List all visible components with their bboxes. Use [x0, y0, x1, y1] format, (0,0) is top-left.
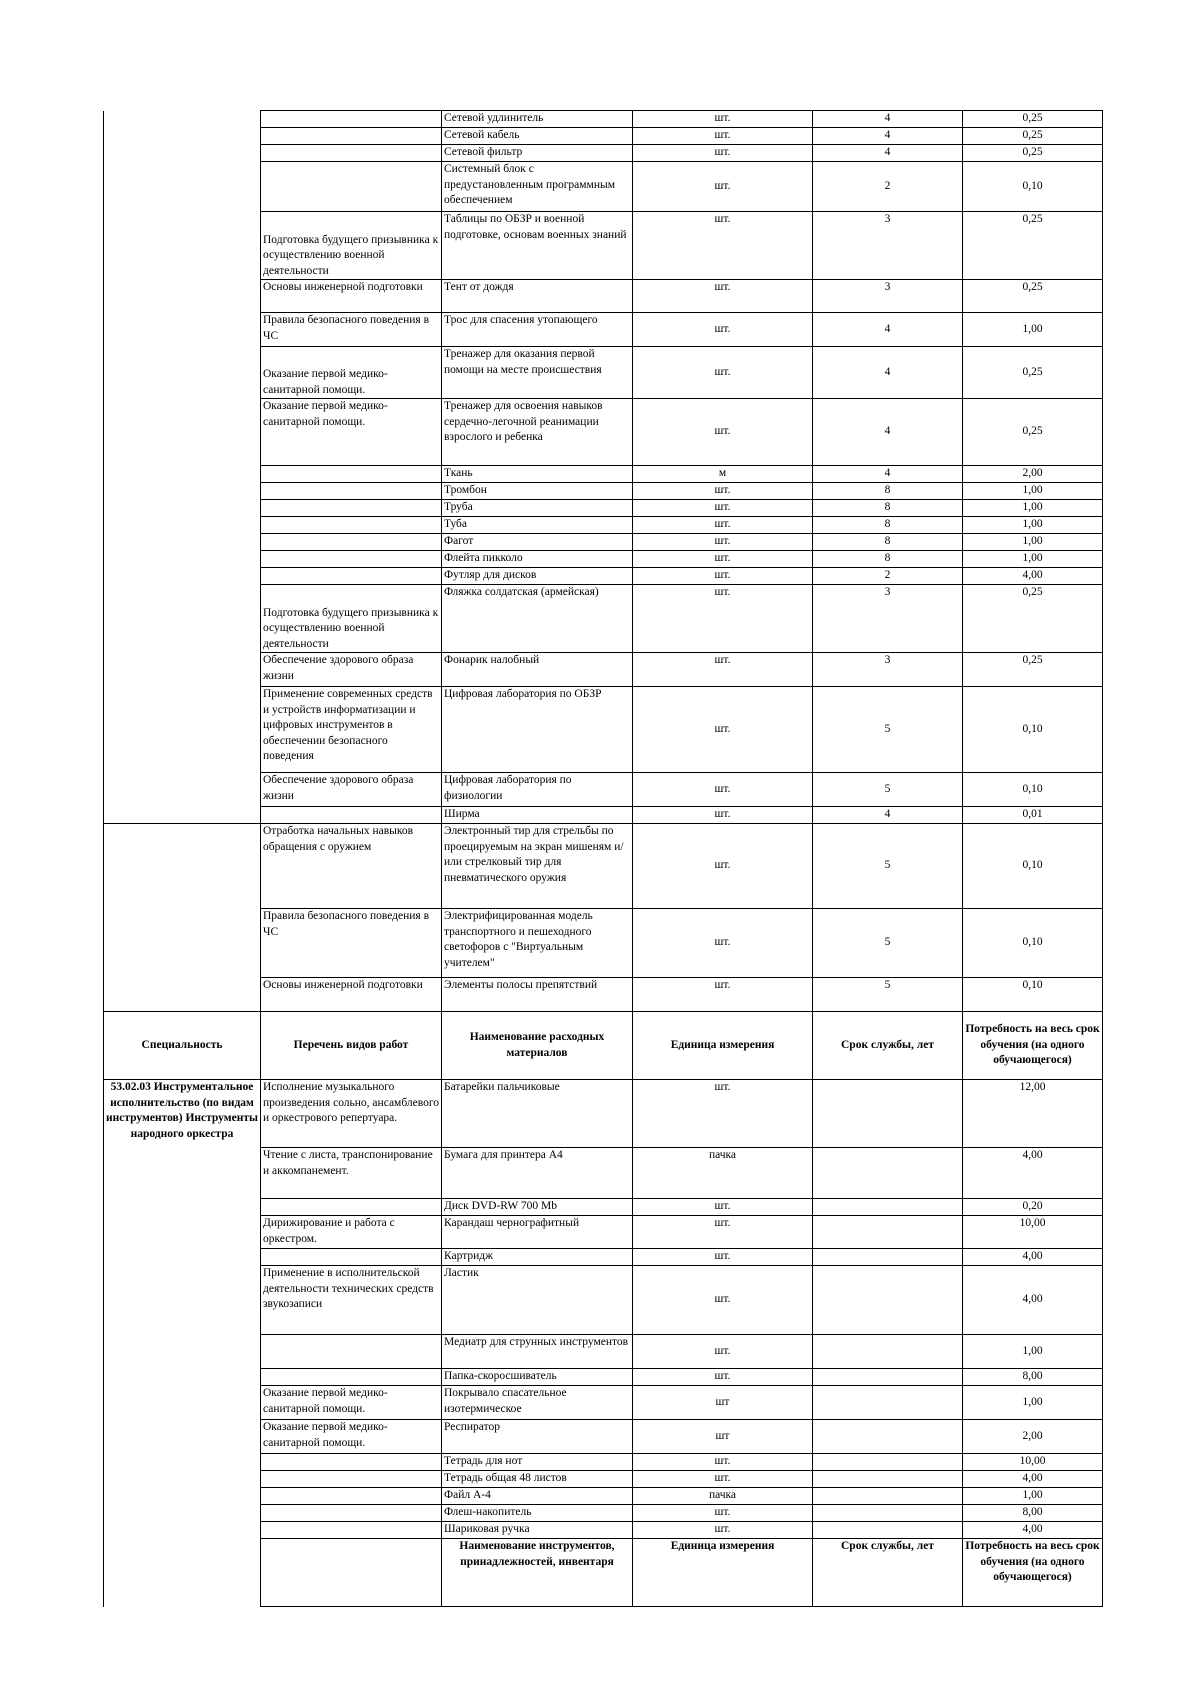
table-row	[104, 483, 1103, 500]
work-type-cell	[261, 162, 442, 212]
need-cell: 2,00	[963, 466, 1103, 483]
table-row	[104, 534, 1103, 551]
item-name-cell: Фляжка солдатская (армейская)	[442, 585, 633, 653]
need-cell: 0,25	[963, 212, 1103, 280]
unit-cell: м	[633, 466, 813, 483]
table-row	[104, 212, 1103, 280]
specialty-cell	[104, 653, 261, 687]
unit-cell: шт.	[633, 1080, 813, 1148]
unit-cell: шт.	[633, 568, 813, 585]
unit-cell: шт	[633, 1420, 813, 1454]
life-cell: 5	[813, 978, 963, 1012]
unit-cell: шт.	[633, 687, 813, 773]
header-row	[104, 1012, 1103, 1080]
work-type-cell	[261, 807, 442, 824]
need-cell: 1,00	[963, 500, 1103, 517]
header-need: Потребность на весь срок обучения (на одного обучающегося)	[963, 1012, 1103, 1080]
item-name-cell: Карандаш чернографитный	[442, 1216, 633, 1249]
life-cell	[813, 1369, 963, 1386]
unit-cell: пачка	[633, 1148, 813, 1199]
item-name-cell: Футляр для дисков	[442, 568, 633, 585]
item-name-cell: Ластик	[442, 1266, 633, 1335]
life-cell	[813, 1266, 963, 1335]
tools-header-unit: Единица измерения	[633, 1539, 813, 1607]
item-name-cell: Тренажер для освоения навыков сердечно-легочной реанимации взрослого и ребенка	[442, 399, 633, 466]
need-cell: 0,25	[963, 585, 1103, 653]
unit-cell: шт.	[633, 1454, 813, 1471]
work-type-cell	[261, 483, 442, 500]
need-cell: 1,00	[963, 534, 1103, 551]
specialty-cell	[104, 313, 261, 347]
table-row	[104, 978, 1103, 1012]
item-name-cell: Цифровая лаборатория по физиологии	[442, 773, 633, 807]
work-type-cell	[261, 1488, 442, 1505]
table-body	[104, 111, 1103, 1607]
unit-cell: шт.	[633, 534, 813, 551]
specialty-name: 53.02.03 Инструментальное исполнительство (по видам инструментов) Инструменты народного оркестра	[104, 1080, 261, 1607]
work-type-cell: Подготовка будущего призывника к осуществлению военной деятельности	[261, 585, 442, 653]
specialty-cell	[104, 824, 261, 909]
table-row	[104, 1080, 1103, 1148]
need-cell: 0,10	[963, 773, 1103, 807]
table-row	[104, 347, 1103, 399]
item-name-cell: Тренажер для оказания первой помощи на месте происшествия	[442, 347, 633, 399]
need-cell: 0,25	[963, 653, 1103, 687]
need-cell: 0,25	[963, 280, 1103, 313]
life-cell: 4	[813, 128, 963, 145]
table-row	[104, 466, 1103, 483]
work-type-cell	[261, 1522, 442, 1539]
item-name-cell: Тромбон	[442, 483, 633, 500]
need-cell: 0,25	[963, 347, 1103, 399]
unit-cell: шт.	[633, 1505, 813, 1522]
item-name-cell: Электронный тир для стрельбы по проецируемым на экран мишеням и/или стрелковый тир для пневматического оружия	[442, 824, 633, 909]
life-cell: 3	[813, 280, 963, 313]
unit-cell: шт.	[633, 1199, 813, 1216]
need-cell: 1,00	[963, 1335, 1103, 1369]
life-cell: 5	[813, 824, 963, 909]
unit-cell: шт.	[633, 824, 813, 909]
need-cell: 4,00	[963, 1266, 1103, 1335]
specialty-cell	[104, 483, 261, 500]
life-cell	[813, 1148, 963, 1199]
item-name-cell: Фагот	[442, 534, 633, 551]
item-name-cell: Тент от дождя	[442, 280, 633, 313]
unit-cell: шт.	[633, 313, 813, 347]
unit-cell: пачка	[633, 1488, 813, 1505]
work-type-cell	[261, 1454, 442, 1471]
work-type-cell	[261, 128, 442, 145]
specialty-cell	[104, 347, 261, 399]
work-type-cell: Оказание первой медико-санитарной помощи.	[261, 1420, 442, 1454]
life-cell	[813, 1199, 963, 1216]
life-cell: 3	[813, 653, 963, 687]
life-cell	[813, 1216, 963, 1249]
item-name-cell: Таблицы по ОБЗР и военной подготовке, основам военных знаний	[442, 212, 633, 280]
work-type-cell: Применение современных средств и устройств информатизации и цифровых инструментов в обеспечении безопасного поведения	[261, 687, 442, 773]
work-type-cell	[261, 1505, 442, 1522]
work-type-cell	[261, 1471, 442, 1488]
item-name-cell: Папка-скоросшиватель	[442, 1369, 633, 1386]
table-row	[104, 399, 1103, 466]
item-name-cell: Файл А-4	[442, 1488, 633, 1505]
unit-cell: шт.	[633, 978, 813, 1012]
need-cell: 8,00	[963, 1505, 1103, 1522]
specialty-cell	[104, 128, 261, 145]
unit-cell: шт.	[633, 1249, 813, 1266]
unit-cell: шт.	[633, 347, 813, 399]
item-name-cell: Элементы полосы препятствий	[442, 978, 633, 1012]
table-row	[104, 687, 1103, 773]
need-cell: 0,10	[963, 824, 1103, 909]
need-cell: 12,00	[963, 1080, 1103, 1148]
item-name-cell: Фонарик налобный	[442, 653, 633, 687]
specialty-cell	[104, 145, 261, 162]
need-cell: 1,00	[963, 1488, 1103, 1505]
work-type-cell: Подготовка будущего призывника к осуществлению военной деятельности	[261, 212, 442, 280]
specialty-cell	[104, 280, 261, 313]
life-cell	[813, 1249, 963, 1266]
table-row	[104, 111, 1103, 128]
unit-cell: шт.	[633, 1522, 813, 1539]
item-name-cell: Сетевой кабель	[442, 128, 633, 145]
work-type-cell: Обеспечение здорового образа жизни	[261, 653, 442, 687]
work-type-cell	[261, 1539, 442, 1607]
specialty-cell	[104, 162, 261, 212]
life-cell: 4	[813, 347, 963, 399]
work-type-cell: Применение в исполнительской деятельности технических средств звукозаписи	[261, 1266, 442, 1335]
tools-header-item: Наименование инструментов, принадлежностей, инвентаря	[442, 1539, 633, 1607]
life-cell	[813, 1335, 963, 1369]
specialty-cell	[104, 807, 261, 824]
header-life: Срок службы, лет	[813, 1012, 963, 1080]
life-cell	[813, 1454, 963, 1471]
item-name-cell: Трос для спасения утопающего	[442, 313, 633, 347]
life-cell: 8	[813, 483, 963, 500]
life-cell: 8	[813, 500, 963, 517]
need-cell: 0,25	[963, 128, 1103, 145]
item-name-cell: Флейта пикколо	[442, 551, 633, 568]
work-type-cell: Основы инженерной подготовки	[261, 280, 442, 313]
need-cell: 1,00	[963, 483, 1103, 500]
work-type-cell: Основы инженерной подготовки	[261, 978, 442, 1012]
need-cell: 0,25	[963, 111, 1103, 128]
table-row	[104, 145, 1103, 162]
life-cell	[813, 1488, 963, 1505]
item-name-cell: Покрывало спасательное изотермическое	[442, 1386, 633, 1420]
item-name-cell: Цифровая лаборатория по ОБЗР	[442, 687, 633, 773]
tools-header-life: Срок службы, лет	[813, 1539, 963, 1607]
work-type-cell: Дирижирование и работа с оркестром.	[261, 1216, 442, 1249]
table-row	[104, 824, 1103, 909]
item-name-cell: Флеш-накопитель	[442, 1505, 633, 1522]
header-work: Перечень видов работ	[261, 1012, 442, 1080]
work-type-cell: Оказание первой медико-санитарной помощи.	[261, 399, 442, 466]
need-cell: 1,00	[963, 1386, 1103, 1420]
table-row	[104, 773, 1103, 807]
unit-cell: шт.	[633, 399, 813, 466]
table-row	[104, 517, 1103, 534]
specialty-cell	[104, 568, 261, 585]
specialty-cell	[104, 978, 261, 1012]
equipment-table	[103, 110, 1103, 1607]
need-cell: 0,25	[963, 399, 1103, 466]
life-cell	[813, 1080, 963, 1148]
life-cell	[813, 1522, 963, 1539]
item-name-cell: Респиратор	[442, 1420, 633, 1454]
life-cell: 4	[813, 807, 963, 824]
unit-cell: шт.	[633, 500, 813, 517]
unit-cell: шт.	[633, 653, 813, 687]
item-name-cell: Тетрадь общая 48 листов	[442, 1471, 633, 1488]
need-cell: 4,00	[963, 1148, 1103, 1199]
work-type-cell: Правила безопасного поведения в ЧС	[261, 313, 442, 347]
specialty-cell	[104, 687, 261, 773]
item-name-cell: Картридж	[442, 1249, 633, 1266]
table-row	[104, 585, 1103, 653]
item-name-cell: Бумага для принтера А4	[442, 1148, 633, 1199]
specialty-cell	[104, 909, 261, 978]
unit-cell: шт.	[633, 483, 813, 500]
need-cell: 1,00	[963, 551, 1103, 568]
unit-cell: шт.	[633, 128, 813, 145]
life-cell: 4	[813, 466, 963, 483]
life-cell: 2	[813, 568, 963, 585]
life-cell: 4	[813, 145, 963, 162]
need-cell: 4,00	[963, 1249, 1103, 1266]
unit-cell: шт.	[633, 1369, 813, 1386]
item-name-cell: Ткань	[442, 466, 633, 483]
need-cell: 0,10	[963, 978, 1103, 1012]
specialty-cell	[104, 551, 261, 568]
unit-cell: шт.	[633, 162, 813, 212]
work-type-cell	[261, 111, 442, 128]
unit-cell: шт	[633, 1386, 813, 1420]
item-name-cell: Электрифицированная модель транспортного и пешеходного светофоров с "Виртуальным учителем"	[442, 909, 633, 978]
item-name-cell: Сетевой удлинитель	[442, 111, 633, 128]
specialty-cell	[104, 111, 261, 128]
unit-cell: шт.	[633, 585, 813, 653]
specialty-cell	[104, 500, 261, 517]
work-type-cell	[261, 1369, 442, 1386]
unit-cell: шт.	[633, 1216, 813, 1249]
unit-cell: шт.	[633, 773, 813, 807]
work-type-cell	[261, 1249, 442, 1266]
specialty-cell	[104, 399, 261, 466]
unit-cell: шт.	[633, 111, 813, 128]
life-cell	[813, 1471, 963, 1488]
header-item: Наименование расходных материалов	[442, 1012, 633, 1080]
item-name-cell: Системный блок с предустановленным программным обеспечением	[442, 162, 633, 212]
life-cell: 4	[813, 313, 963, 347]
work-type-cell	[261, 145, 442, 162]
table-row	[104, 551, 1103, 568]
life-cell: 8	[813, 551, 963, 568]
need-cell: 0,10	[963, 687, 1103, 773]
table-row	[104, 500, 1103, 517]
need-cell: 1,00	[963, 517, 1103, 534]
unit-cell: шт.	[633, 909, 813, 978]
need-cell: 0,01	[963, 807, 1103, 824]
need-cell: 2,00	[963, 1420, 1103, 1454]
table-row	[104, 568, 1103, 585]
work-type-cell: Исполнение музыкального произведения сольно, ансамблевого и оркестрового репертуара.	[261, 1080, 442, 1148]
table-row	[104, 909, 1103, 978]
life-cell: 5	[813, 687, 963, 773]
need-cell: 10,00	[963, 1216, 1103, 1249]
life-cell: 5	[813, 773, 963, 807]
work-type-cell	[261, 551, 442, 568]
life-cell: 4	[813, 399, 963, 466]
item-name-cell: Туба	[442, 517, 633, 534]
work-type-cell: Правила безопасного поведения в ЧС	[261, 909, 442, 978]
need-cell: 0,25	[963, 145, 1103, 162]
need-cell: 8,00	[963, 1369, 1103, 1386]
specialty-cell	[104, 773, 261, 807]
item-name-cell: Медиатр для струнных инструментов	[442, 1335, 633, 1369]
life-cell	[813, 1420, 963, 1454]
item-name-cell: Шариковая ручка	[442, 1522, 633, 1539]
need-cell: 0,10	[963, 909, 1103, 978]
item-name-cell: Батарейки пальчиковые	[442, 1080, 633, 1148]
need-cell: 4,00	[963, 568, 1103, 585]
life-cell	[813, 1386, 963, 1420]
tools-header-need: Потребность на весь срок обучения (на одного обучающегося)	[963, 1539, 1103, 1607]
specialty-cell	[104, 517, 261, 534]
specialty-cell	[104, 212, 261, 280]
work-type-cell	[261, 1199, 442, 1216]
work-type-cell: Оказание первой медико-санитарной помощи.	[261, 1386, 442, 1420]
work-type-cell	[261, 1335, 442, 1369]
need-cell: 4,00	[963, 1522, 1103, 1539]
specialty-cell	[104, 534, 261, 551]
item-name-cell: Труба	[442, 500, 633, 517]
life-cell: 8	[813, 534, 963, 551]
need-cell: 0,20	[963, 1199, 1103, 1216]
work-type-cell	[261, 517, 442, 534]
unit-cell: шт.	[633, 145, 813, 162]
life-cell	[813, 1505, 963, 1522]
life-cell: 5	[813, 909, 963, 978]
work-type-cell	[261, 466, 442, 483]
work-type-cell: Чтение с листа, транспонирование и аккомпанемент.	[261, 1148, 442, 1199]
header-spec: Специальность	[104, 1012, 261, 1080]
life-cell: 3	[813, 585, 963, 653]
unit-cell: шт.	[633, 280, 813, 313]
item-name-cell: Ширма	[442, 807, 633, 824]
work-type-cell	[261, 534, 442, 551]
need-cell: 10,00	[963, 1454, 1103, 1471]
life-cell: 3	[813, 212, 963, 280]
table-row	[104, 807, 1103, 824]
work-type-cell: Отработка начальных навыков обращения с оружием	[261, 824, 442, 909]
unit-cell: шт.	[633, 551, 813, 568]
work-type-cell: Обеспечение здорового образа жизни	[261, 773, 442, 807]
work-type-cell	[261, 500, 442, 517]
unit-cell: шт.	[633, 807, 813, 824]
specialty-cell	[104, 585, 261, 653]
need-cell: 4,00	[963, 1471, 1103, 1488]
table-row	[104, 280, 1103, 313]
item-name-cell: Тетрадь для нот	[442, 1454, 633, 1471]
specialty-cell	[104, 466, 261, 483]
life-cell: 2	[813, 162, 963, 212]
need-cell: 1,00	[963, 313, 1103, 347]
work-type-cell	[261, 568, 442, 585]
unit-cell: шт.	[633, 1471, 813, 1488]
work-type-cell: Оказание первой медико-санитарной помощи.	[261, 347, 442, 399]
table-row	[104, 128, 1103, 145]
table-row	[104, 313, 1103, 347]
unit-cell: шт.	[633, 212, 813, 280]
table-row	[104, 162, 1103, 212]
need-cell: 0,10	[963, 162, 1103, 212]
item-name-cell: Сетевой фильтр	[442, 145, 633, 162]
unit-cell: шт.	[633, 1335, 813, 1369]
table-row	[104, 653, 1103, 687]
unit-cell: шт.	[633, 517, 813, 534]
life-cell: 8	[813, 517, 963, 534]
life-cell: 4	[813, 111, 963, 128]
unit-cell: шт.	[633, 1266, 813, 1335]
item-name-cell: Диск DVD-RW 700 Mb	[442, 1199, 633, 1216]
header-unit: Единица измерения	[633, 1012, 813, 1080]
